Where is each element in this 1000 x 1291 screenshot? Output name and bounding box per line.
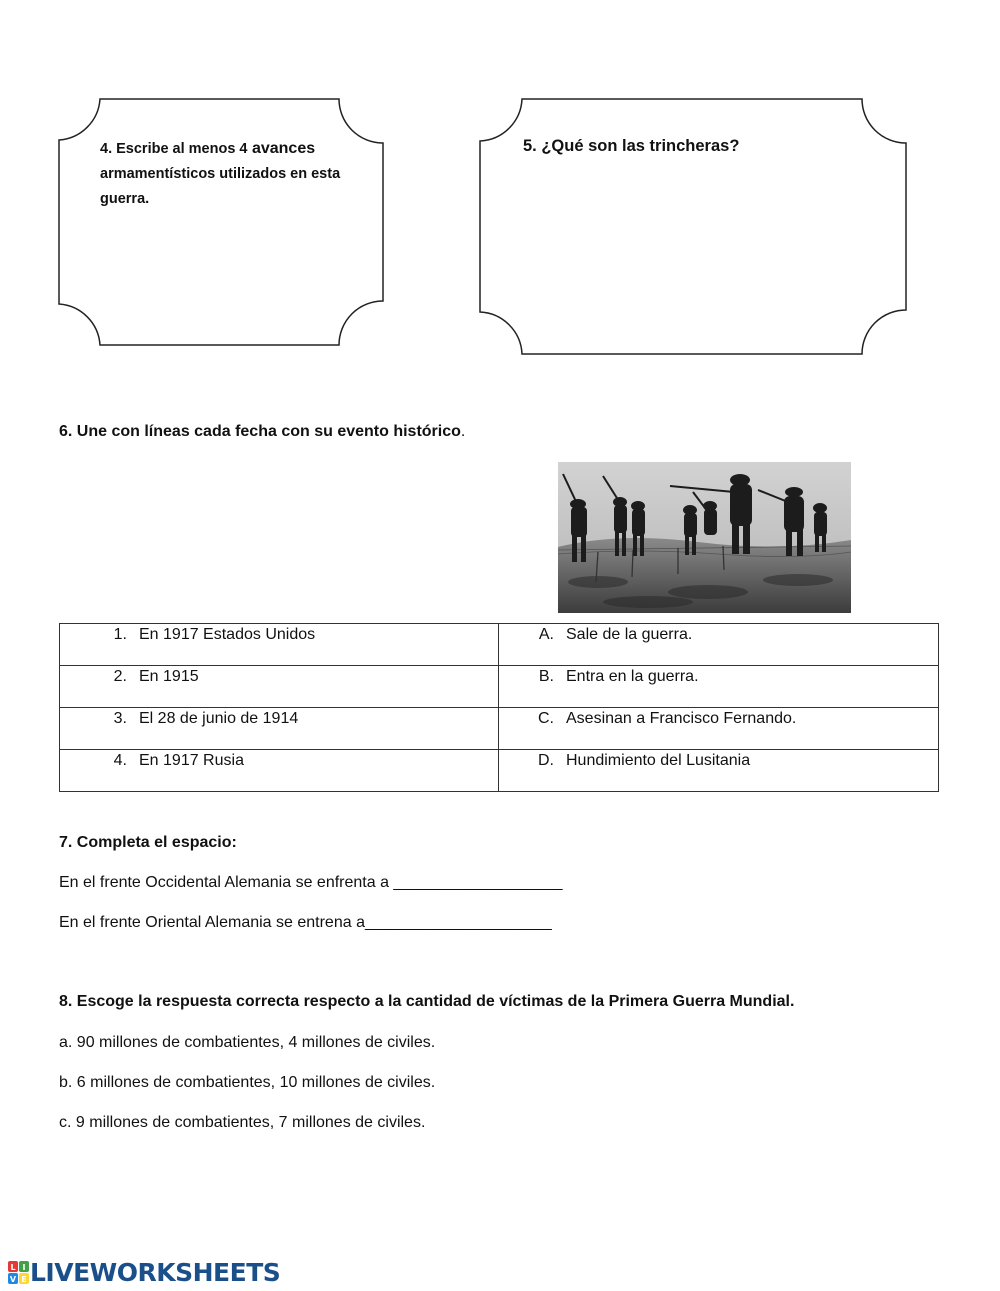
date-text: En 1917 Estados Unidos (139, 626, 316, 643)
date-text: En 1917 Rusia (139, 752, 244, 769)
table-row (60, 666, 939, 708)
event-text: Sale de la guerra. (566, 626, 693, 643)
right-letter: A. (538, 626, 554, 643)
matching-table (59, 623, 939, 792)
question-4-text: 4. Escribe al menos 4 avances armamentísticos utilizados en esta guerra. (100, 140, 341, 207)
question-7-title: 7. Completa el espacio: (59, 834, 237, 851)
table-row (60, 624, 939, 666)
question-8-title: 8. Escoge la respuesta correcta respecto a la cantidad de víctimas de la Primera Guerra Mundial. (59, 993, 795, 1010)
logo-letter: L (10, 1262, 16, 1272)
answer-option-a[interactable]: a. 90 millones de combatientes, 4 millones de civiles. (59, 1034, 436, 1051)
logo-letter: E (21, 1274, 27, 1284)
event-text: Asesinan a Francisco Fernando. (566, 710, 797, 727)
date-text: En 1915 (139, 668, 199, 685)
question-5-text: 5. ¿Qué son las trincheras? (523, 137, 740, 155)
logo-letter: V (9, 1274, 17, 1284)
trench-soldiers-photo (558, 462, 851, 613)
left-number: 4. (113, 752, 127, 769)
logo-letter: I (22, 1262, 26, 1272)
fill-blank-eastern-front[interactable]: En el frente Oriental Alemania se entrena a_____________________ (59, 914, 552, 931)
left-number: 2. (113, 668, 127, 685)
brand-name: LIVEWORKSHEETS (30, 1258, 281, 1287)
table-row (60, 708, 939, 750)
right-letter: C. (538, 710, 554, 727)
left-number: 3. (113, 710, 127, 727)
answer-box-question-5 (477, 96, 909, 358)
event-text: Entra en la guerra. (566, 668, 699, 685)
question-6-title: 6. Une con líneas cada fecha con su evento histórico. (59, 423, 466, 440)
answer-option-c[interactable]: c. 9 millones de combatientes, 7 millones de civiles. (59, 1114, 426, 1131)
liveworksheets-logo (8, 1258, 280, 1287)
event-text: Hundimiento del Lusitania (566, 752, 751, 769)
left-number: 1. (113, 626, 127, 643)
liveworksheets-logo-icon (8, 1261, 30, 1285)
fill-blank-western-front[interactable]: En el frente Occidental Alemania se enfrenta a ___________________ (59, 874, 563, 891)
table-row (60, 750, 939, 792)
answer-box-question-4 (56, 96, 388, 348)
date-text: El 28 de junio de 1914 (139, 710, 299, 727)
answer-option-b[interactable]: b. 6 millones de combatientes, 10 millones de civiles. (59, 1074, 436, 1091)
right-letter: B. (538, 668, 554, 685)
right-letter: D. (538, 752, 554, 769)
